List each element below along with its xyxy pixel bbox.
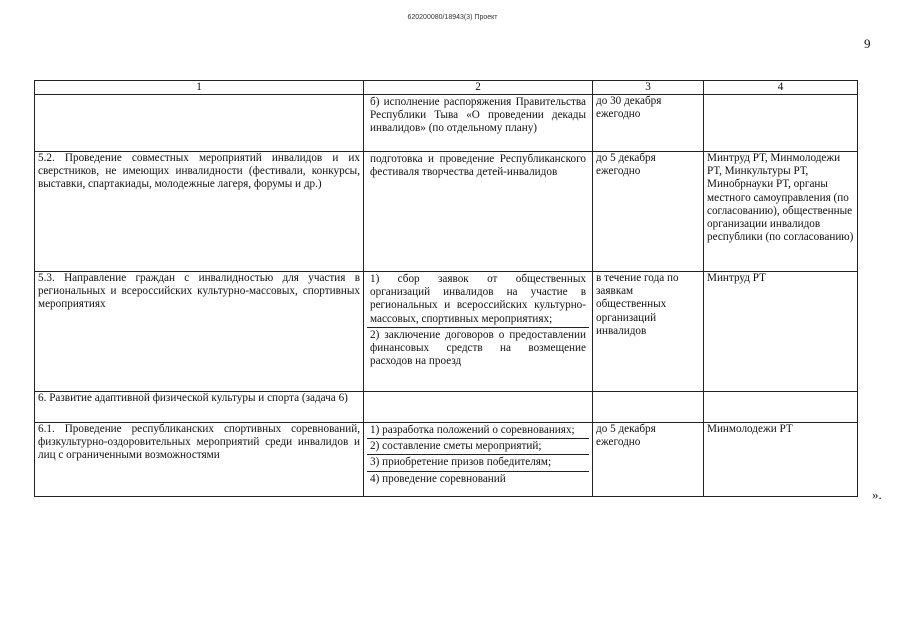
measure-cell: 5.2. Проведение совместных мероприятий инвалидов и их сверстников, не имеющих инвалидности (фестивали, конкурсы, выставки, спартакиады, молодежные лагеря, форумы и др.): [35, 152, 364, 272]
closing-quote-mark: ».: [872, 487, 882, 502]
responsible-cell: Минтруд РТ: [704, 272, 858, 392]
action-item: 1) разработка положений о соревнованиях;: [370, 424, 575, 436]
action-item: 3) приобретение призов победителям;: [367, 454, 589, 470]
action-item: подготовка и проведение Республиканского фестиваля творчества детей-инвалидов: [370, 153, 586, 179]
column-number: 1: [35, 81, 364, 95]
measures-table: [34, 80, 858, 497]
document-code: 620200080/18943(3) Проект: [407, 14, 498, 21]
deadline-cell: в течение года по заявкам общественных организаций инвалидов: [593, 272, 704, 392]
measure-cell: [35, 95, 364, 152]
responsible-cell: Минмолодежи РТ: [704, 423, 858, 497]
deadline-cell: до 5 декабря ежегодно: [593, 423, 704, 497]
action-item: [367, 392, 589, 394]
table-row: [35, 95, 858, 152]
page-number: 9: [864, 36, 871, 51]
column-number-row: [35, 81, 858, 95]
action-cell: [364, 272, 593, 392]
action-cell: [364, 95, 593, 152]
table-row: [35, 392, 858, 423]
action-item: 2) заключение договоров о предоставлении финансовых средств на возмещение расходов на проезд: [367, 327, 589, 370]
responsible-cell: [704, 95, 858, 152]
column-number: 4: [704, 81, 858, 95]
measure-cell: 6. Развитие адаптивной физической культуры и спорта (задача 6): [35, 392, 364, 423]
action-cell: [364, 423, 593, 497]
table-row: [35, 152, 858, 272]
action-cell: [364, 152, 593, 272]
action-item: б) исполнение распоряжения Правительства Республики Тыва «О проведении декады инвалидов» (по отдельному плану): [370, 96, 586, 135]
measure-cell: 5.3. Направление граждан с инвалидностью для участия в региональных и всероссийских культурно-массовых, спортивных мероприятиях: [35, 272, 364, 392]
responsible-cell: [704, 392, 858, 423]
action-item: 2) составление сметы мероприятий;: [367, 438, 589, 454]
responsible-cell: Минтруд РТ, Минмолодежи РТ, Минкультуры РТ, Минобрнауки РТ, органы местного самоуправления (по согласованию), общественные организации инвалидов республики (по согласованию): [704, 152, 858, 272]
action-item: 4) проведение соревнований: [367, 471, 589, 487]
deadline-cell: до 30 декабря ежегодно: [593, 95, 704, 152]
action-item: 1) сбор заявок от общественных организаций инвалидов на участие в региональных и всероссийских культурно-массовых, спортивных мероприятиях;: [370, 273, 586, 325]
table-row: [35, 272, 858, 392]
measure-cell: 6.1. Проведение республиканских спортивных соревнований, физкультурно-оздоровительных мероприятий среди инвалидов и лиц с ограниченными возможностями: [35, 423, 364, 497]
deadline-cell: [593, 392, 704, 423]
column-number: 3: [593, 81, 704, 95]
deadline-cell: до 5 декабря ежегодно: [593, 152, 704, 272]
column-number: 2: [364, 81, 593, 95]
action-cell: [364, 392, 593, 423]
table-row: [35, 423, 858, 497]
